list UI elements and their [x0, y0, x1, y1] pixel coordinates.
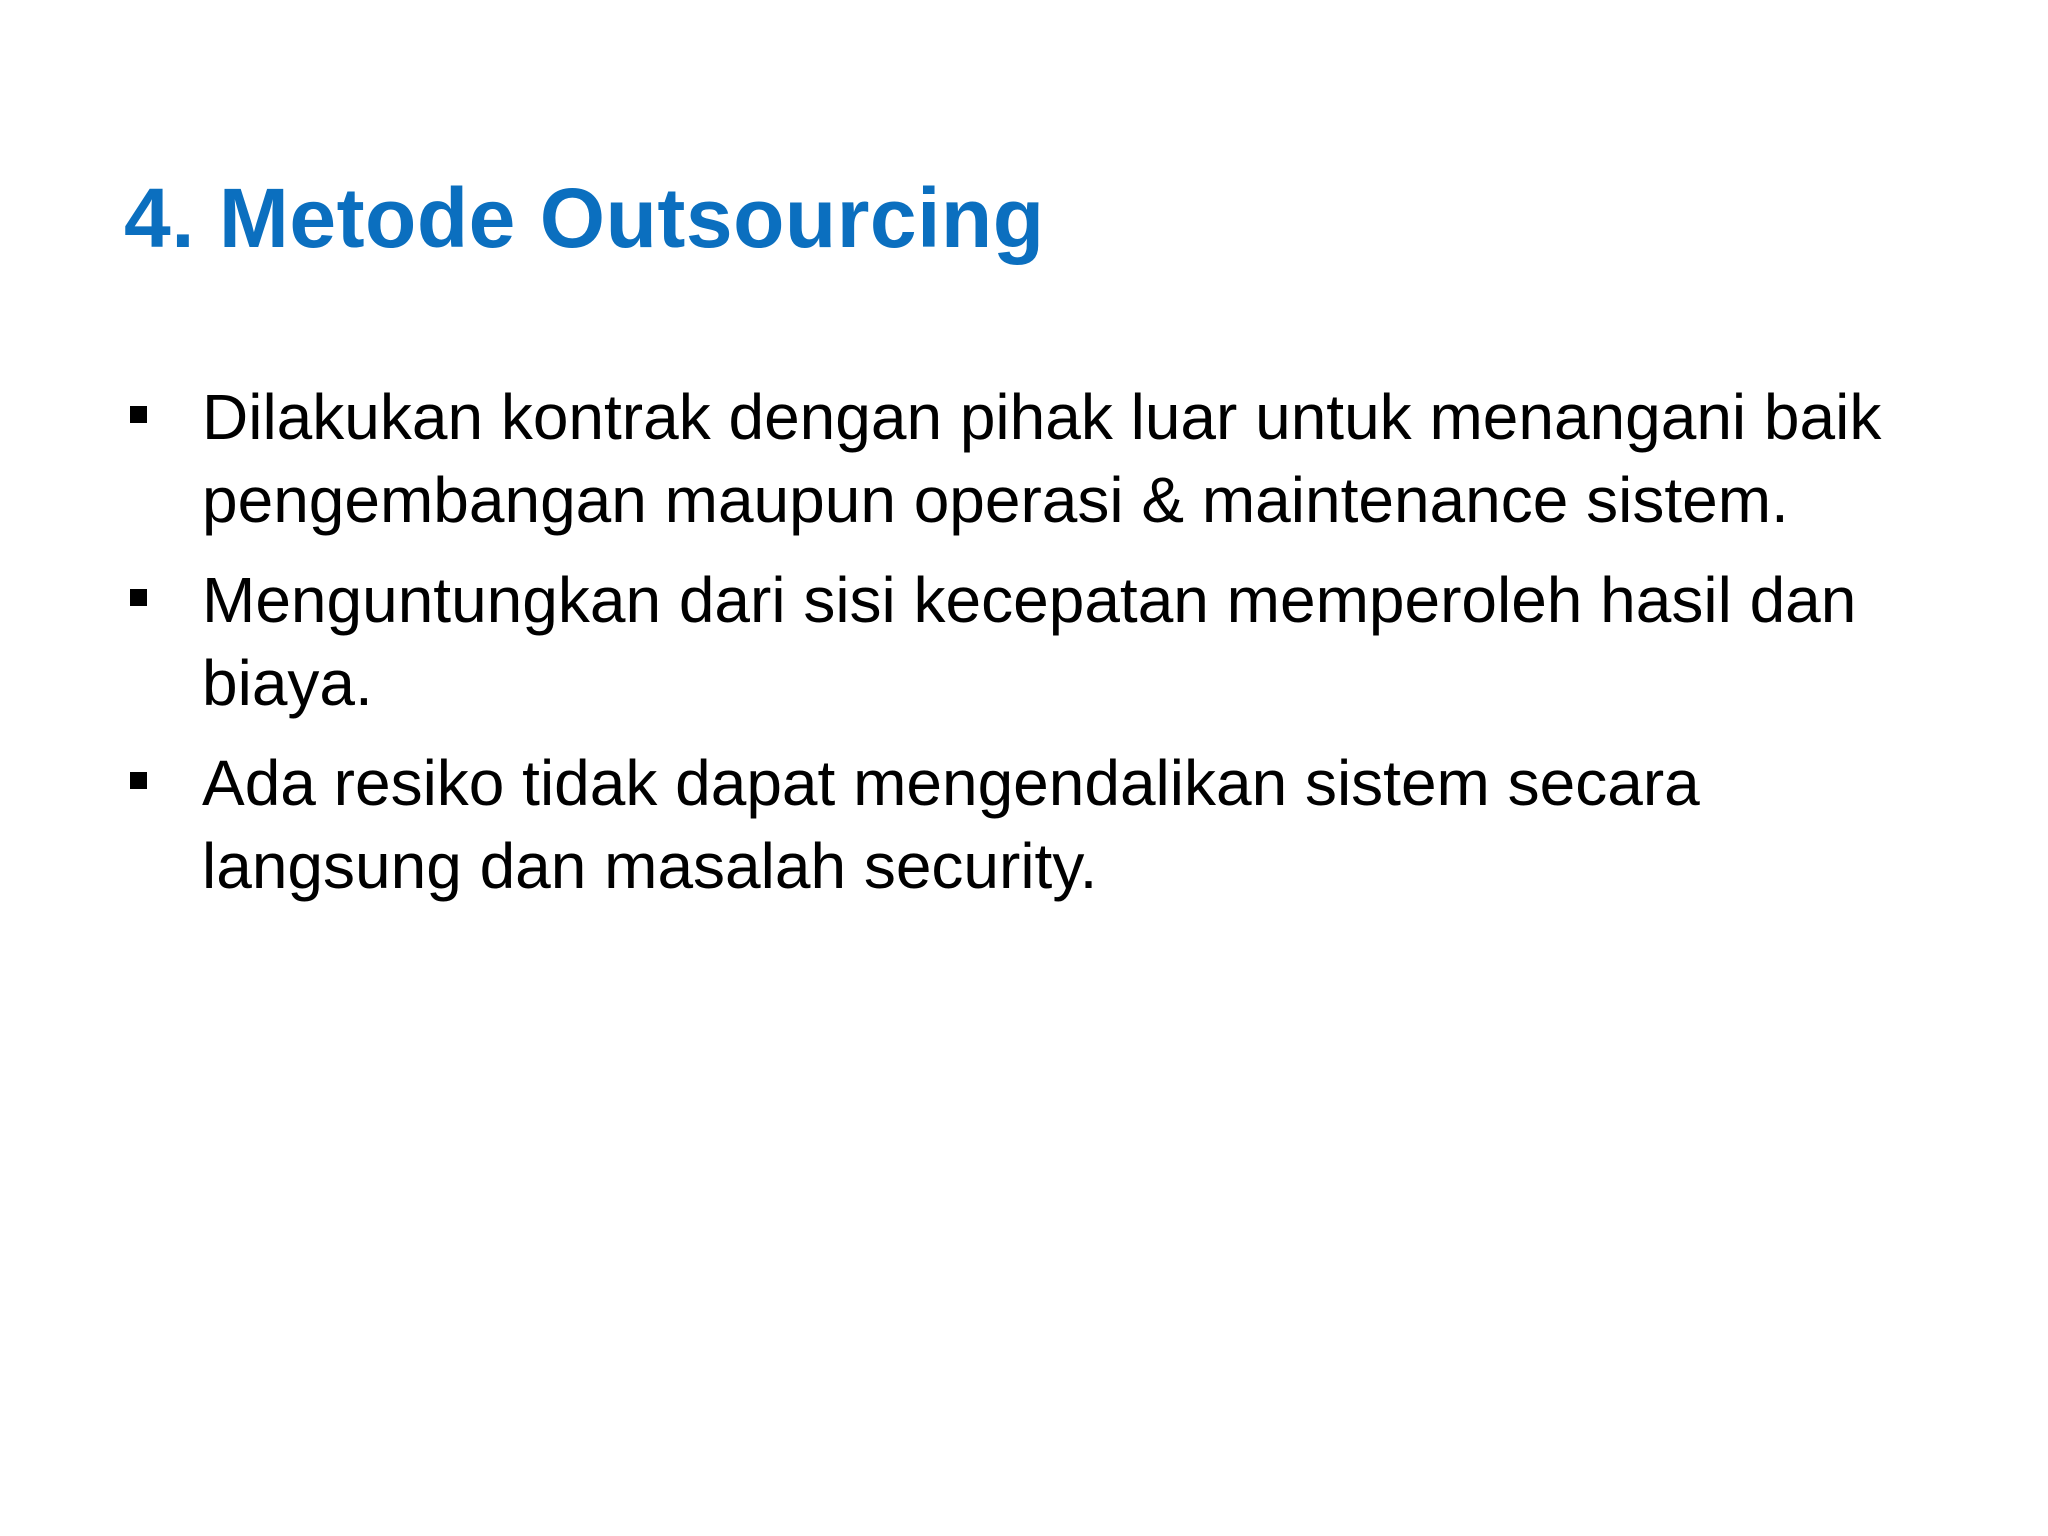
bullet-list [128, 376, 1928, 925]
bullet-item [128, 559, 1928, 725]
bullet-item [128, 742, 1928, 908]
bullet-text: Menguntungkan dari sisi kecepatan memperoleh hasil dan biaya. [202, 564, 1857, 719]
bullet-item [128, 376, 1928, 542]
bullet-text: Dilakukan kontrak dengan pihak luar untuk menangani baik pengembangan maupun operasi & maintenance sistem. [202, 381, 1882, 536]
square-bullet-icon [130, 589, 147, 606]
square-bullet-icon [130, 772, 147, 789]
square-bullet-icon [130, 406, 147, 423]
slide-title: 4. Metode Outsourcing [124, 171, 1045, 265]
bullet-text: Ada resiko tidak dapat mengendalikan sistem secara langsung dan masalah security. [202, 747, 1700, 902]
